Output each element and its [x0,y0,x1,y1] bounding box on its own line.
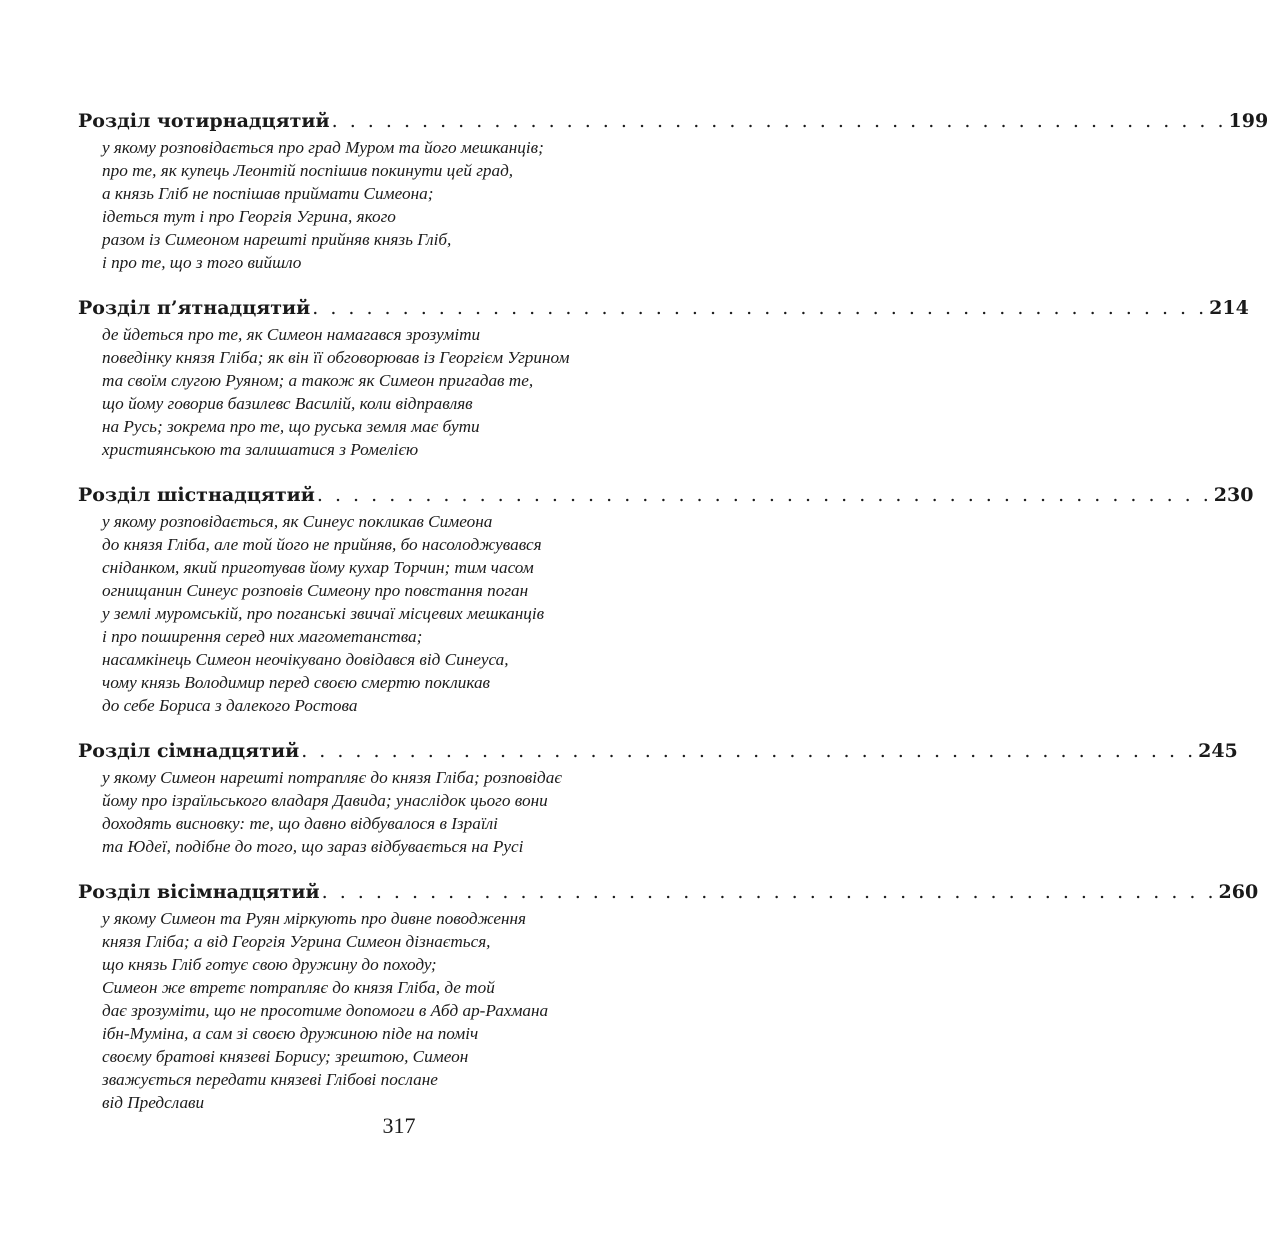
chapter-summary-line: сніданком, який приготував йому кухар Торчин; тим часом [102,558,534,577]
chapter-summary-line: разом із Симеоном нарешті прийняв князь Гліб, [102,230,452,249]
toc-entry [78,877,1259,1114]
chapter-title: Розділ п’ятнадцятий [78,297,311,319]
chapter-summary-line: до себе Бориса з далекого Ростова [102,696,358,715]
dot-leader: . . . . . . . . . . . . . . . . . . . . . . . . . . . . . . . . . . . . . . . . . . . . . . . . . . [301,740,1197,762]
chapter-summary-line: у якому Симеон та Руян міркують про дивне поводження [102,909,527,928]
chapter-summary-line: і про те, що з того вийшло [102,253,302,272]
chapter-title: Розділ шістнадцятий [78,484,315,506]
dot-leader: . . . . . . . . . . . . . . . . . . . . . . . . . . . . . . . . . . . . . . . . . . . . . . . . . . [312,297,1208,319]
chapter-summary-line: поведінку князя Гліба; як він її обговорював із Георгієм Угрином [102,348,570,367]
chapter-summary-line: ібн-Муміна, а сам зі своєю дружиною піде на поміч [102,1024,479,1043]
chapter-summary-line: християнською та залишатися з Ромелією [102,440,419,459]
chapter-summary-line: своєму братові князеві Борису; зрештою, Симеон [102,1047,469,1066]
chapter-summary-line: насамкінець Симеон неочікувано довідався від Синеуса, [102,650,509,669]
chapter-summary-line: у якому розповідається про град Муром та його мешканців; [102,138,544,157]
chapter-title: Розділ сімнадцятий [78,740,300,762]
page-number: 317 [382,1113,416,1138]
chapter-summary-line: огнищанин Синеус розповів Симеону про повстання поган [102,581,529,600]
table-of-contents [78,106,1268,1133]
chapter-summary-line: та своїм слугою Руяном; а також як Симеон пригадав те, [102,371,534,390]
chapter-summary-line: до князя Гліба, але той його не прийняв, бо насолоджувався [102,535,542,554]
chapter-summary-line: та Юдеї, подібне до того, що зараз відбувається на Русі [102,837,524,856]
chapter-page-number: 230 [1213,484,1254,506]
chapter-summary-line: у якому Симеон нарешті потрапляє до князя Гліба; розповідає [102,768,562,787]
chapter-summary-line: на Русь; зокрема про те, що руська земля має бути [102,417,480,436]
chapter-title: Розділ вісімнадцятий [78,881,320,903]
toc-entry [78,736,1238,858]
toc-entry [78,293,1249,461]
chapter-title: Розділ чотирнадцятий [78,110,330,132]
toc-entry [78,480,1254,717]
chapter-summary-line: дає зрозуміти, що не просотиме допомоги в Абд ар-Рахмана [102,1001,549,1020]
chapter-summary-line: у землі муромській, про поганські звичаї місцевих мешканців [102,604,545,623]
chapter-summary-line: йому про ізраїльського владаря Давида; унаслідок цього вони [102,791,548,810]
chapter-page-number: 214 [1209,297,1249,319]
toc-heading [78,736,1238,766]
toc-heading [78,480,1254,510]
dot-leader: . . . . . . . . . . . . . . . . . . . . . . . . . . . . . . . . . . . . . . . . . . . . . . . . . . [331,110,1227,132]
toc-heading [78,293,1249,323]
chapter-summary-line: зважується передати князеві Глібові послане [102,1070,438,1089]
chapter-summary-line: доходять висновку: те, що давно відбувалося в Ізраїлі [102,814,498,833]
chapter-summary-line: Симеон же втретє потрапляє до князя Гліба, де той [102,978,495,997]
dot-leader: . . . . . . . . . . . . . . . . . . . . . . . . . . . . . . . . . . . . . . . . . . . . . . . . . . [321,881,1217,903]
chapter-summary-line: і про поширення серед них магометанства; [102,627,423,646]
chapter-summary-line: а князь Гліб не поспішав приймати Симеона; [102,184,434,203]
chapter-summary-line: що йому говорив базилевс Василій, коли відправляв [102,394,473,413]
toc-heading [78,106,1268,136]
chapter-summary-line: від Предслави [102,1093,205,1112]
chapter-summary-line: чому князь Володимир перед своєю смертю покликав [102,673,491,692]
toc-heading [78,877,1259,907]
chapter-summary-line: про те, як купець Леонтій поспішив покинути цей град, [102,161,514,180]
chapter-summary-line: що князь Гліб готує свою дружину до походу; [102,955,437,974]
chapter-summary-line: ідеться тут і про Георгія Угрина, якого [102,207,396,226]
chapter-summary-line: де йдеться про те, як Симеон намагався зрозуміти [102,325,481,344]
chapter-page-number: 199 [1228,110,1268,132]
toc-entry [78,106,1268,274]
chapter-summary-line: князя Гліба; а від Георгія Угрина Симеон дізнається, [102,932,491,951]
chapter-summary-line: у якому розповідається, як Синеус покликав Симеона [102,512,493,531]
chapter-page-number: 245 [1198,740,1238,762]
dot-leader: . . . . . . . . . . . . . . . . . . . . . . . . . . . . . . . . . . . . . . . . . . . . . . . . . . [316,484,1212,506]
chapter-page-number: 260 [1218,881,1259,903]
